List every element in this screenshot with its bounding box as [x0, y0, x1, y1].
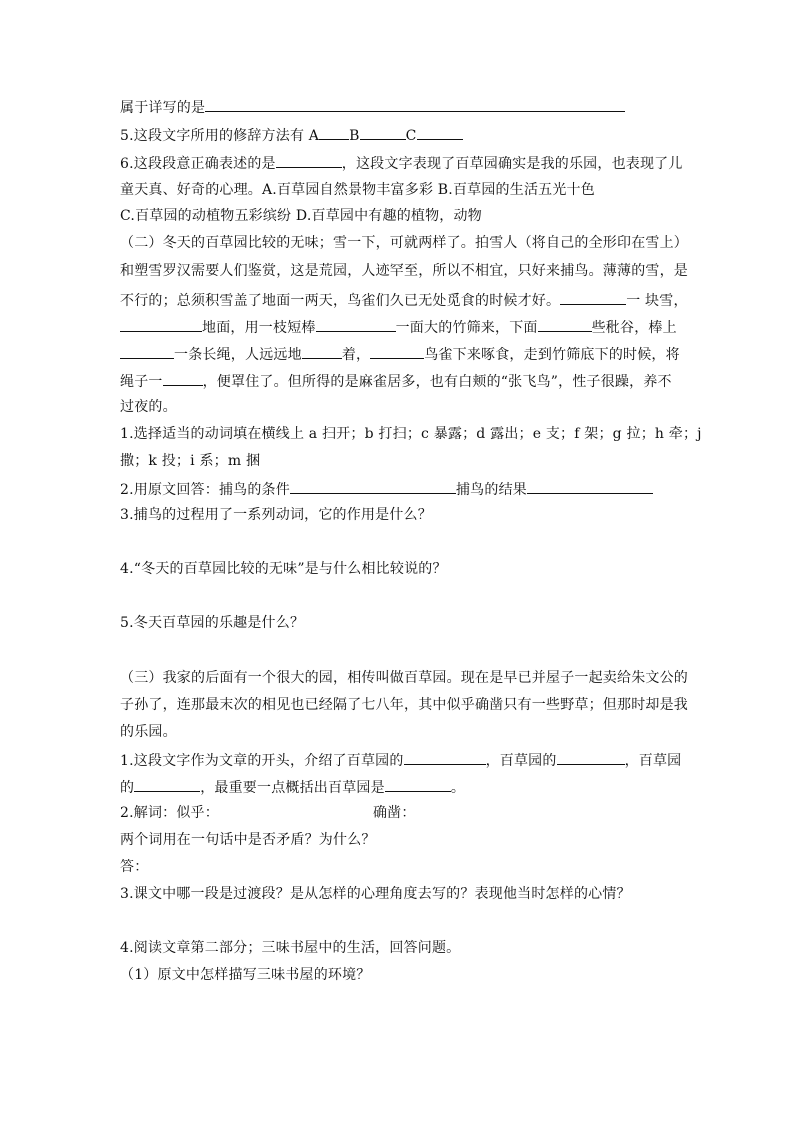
verb-blank[interactable] [163, 370, 203, 386]
question-text: 确凿： [372, 805, 416, 821]
question-text: 属于详写的是 [120, 100, 206, 116]
verb-blank[interactable] [370, 343, 424, 359]
opening-question-cont [120, 776, 465, 798]
question-line: 4.阅读文章第二部分；三味书屋中的生活，回答问题。 [120, 940, 461, 956]
question-text: 2.解词：似乎： [120, 805, 219, 821]
answer-blank-b[interactable] [360, 124, 406, 140]
answer-blank[interactable] [404, 749, 486, 765]
passage-line: （二）冬天的百草园比较的无味；雪一下，可就两样了。拍雪人（将自己的全形印在雪上） [120, 235, 688, 251]
verb-blank[interactable] [120, 316, 202, 332]
passage-text: 鸟雀下来啄食，走到竹筛底下的时候，将 [424, 347, 680, 363]
verb-blank[interactable] [302, 343, 342, 359]
passage-line: （三）我家的后面有一个很大的园，相传叫做百草园。现在是早已并屋子一起卖给朱文公的 [120, 670, 688, 686]
rhetoric-question [120, 124, 463, 146]
passage-text: 些秕谷，棒上 [591, 320, 677, 336]
passage-line: 的乐园。 [120, 724, 177, 740]
passage-line: 和塑雪罗汉需要人们鉴赏，这是荒园，人迹罕至，所以不相宜，只好来捕鸟。薄薄的雪，是 [120, 263, 688, 279]
passage-text: 不行的；总须积雪盖了地面一两天，鸟雀们久已无处觅食的时候才好。 [120, 293, 561, 309]
question-line: 撒；k 投；i 系；m 捆 [120, 453, 261, 469]
passage-text: ，便罩住了。但所得的是麻雀居多，也有白颊的“张飞鸟”，性子很躁，养不 [202, 374, 672, 390]
passage-line [120, 289, 688, 311]
question-text: 2.用原文回答：捕鸟的条件 [120, 482, 290, 498]
paragraph-meaning-question [120, 152, 683, 174]
question-text: ，百草园 [624, 753, 682, 769]
answer-blank[interactable] [205, 96, 625, 112]
question-text: 6.这段段意正确表述的是 [120, 156, 276, 172]
passage-line: 过夜的。 [120, 399, 177, 415]
question-text-cont: ，这段文字表现了百草园确实是我的乐园，也表现了儿 [341, 156, 683, 172]
passage-line [120, 370, 672, 392]
result-blank[interactable] [527, 478, 653, 494]
question-text: ，百草园的 [485, 753, 557, 769]
verb-blank[interactable] [560, 289, 626, 305]
answer-blank[interactable] [385, 776, 451, 792]
question-text: ，最重要一点概括出百草园是 [200, 780, 385, 796]
passage-line [120, 316, 677, 338]
detail-writing-question [120, 96, 625, 118]
question-line: 两个词用在一句话中是否矛盾？为什么？ [120, 832, 376, 848]
text-line: 童天真、好奇的心理。A.百草园自然景物丰富多彩 B.百草园的生活五光十色 [120, 182, 595, 198]
passage-text: 一面大的竹筛来，下面 [395, 320, 538, 336]
question-text: 5.这段文字所用的修辞方法有 A [120, 128, 320, 144]
question-line: 5.冬天百草园的乐趣是什么？ [120, 615, 305, 631]
passage-text: 地面，用一枝短棒 [202, 320, 316, 336]
bird-catching-question [120, 478, 653, 500]
verb-blank[interactable] [120, 343, 174, 359]
question-line: （1）原文中怎样描写三味书屋的环境？ [120, 967, 371, 983]
question-line: 3.捕鸟的过程用了一系列动词，它的作用是什么？ [120, 507, 432, 523]
answer-blank[interactable] [276, 152, 342, 168]
question-line: 1.选择适当的动词填在横线上 a 扫开；b 打扫；c 暴露；d 露出；e 支；f 架；g 拉；h 牵；j [120, 426, 702, 442]
verb-blank[interactable] [538, 316, 592, 332]
answer-label: 答： [120, 859, 149, 875]
passage-text: 绳子一 [120, 374, 163, 390]
verb-blank[interactable] [316, 316, 396, 332]
answer-blank[interactable] [557, 749, 625, 765]
answer-blank[interactable] [134, 776, 200, 792]
option-label-c: C [405, 128, 417, 144]
question-text: 1.这段文字作为文章的开头，介绍了百草园的 [120, 753, 404, 769]
text-line: C.百草园的动植物五彩缤纷 D.百草园中有趣的植物，动物 [120, 208, 482, 224]
answer-blank-a[interactable] [319, 124, 349, 140]
word-explanation-question [120, 803, 416, 823]
passage-text: 着， [341, 347, 371, 363]
passage-text: 一条长绳，人远远地 [174, 347, 302, 363]
opening-question [120, 749, 681, 771]
passage-text: 一 块雪， [626, 293, 688, 309]
question-text: 的 [120, 780, 135, 796]
answer-blank-c[interactable] [417, 124, 463, 140]
question-text: 。 [450, 780, 466, 796]
question-text: 捕鸟的结果 [455, 482, 527, 498]
question-line: 4.“冬天的百草园比较的无味”是与什么相比较说的？ [120, 561, 447, 577]
option-label-b: B [349, 128, 360, 144]
condition-blank[interactable] [290, 478, 456, 494]
passage-line [120, 343, 680, 365]
passage-line: 子孙了，连那最末次的相见也已经隔了七八年，其中似乎确凿只有一些野草；但那时却是我 [120, 697, 688, 713]
question-line: 3.课文中哪一段是过渡段？是从怎样的心理角度去写的？表现他当时怎样的心情？ [120, 886, 631, 902]
